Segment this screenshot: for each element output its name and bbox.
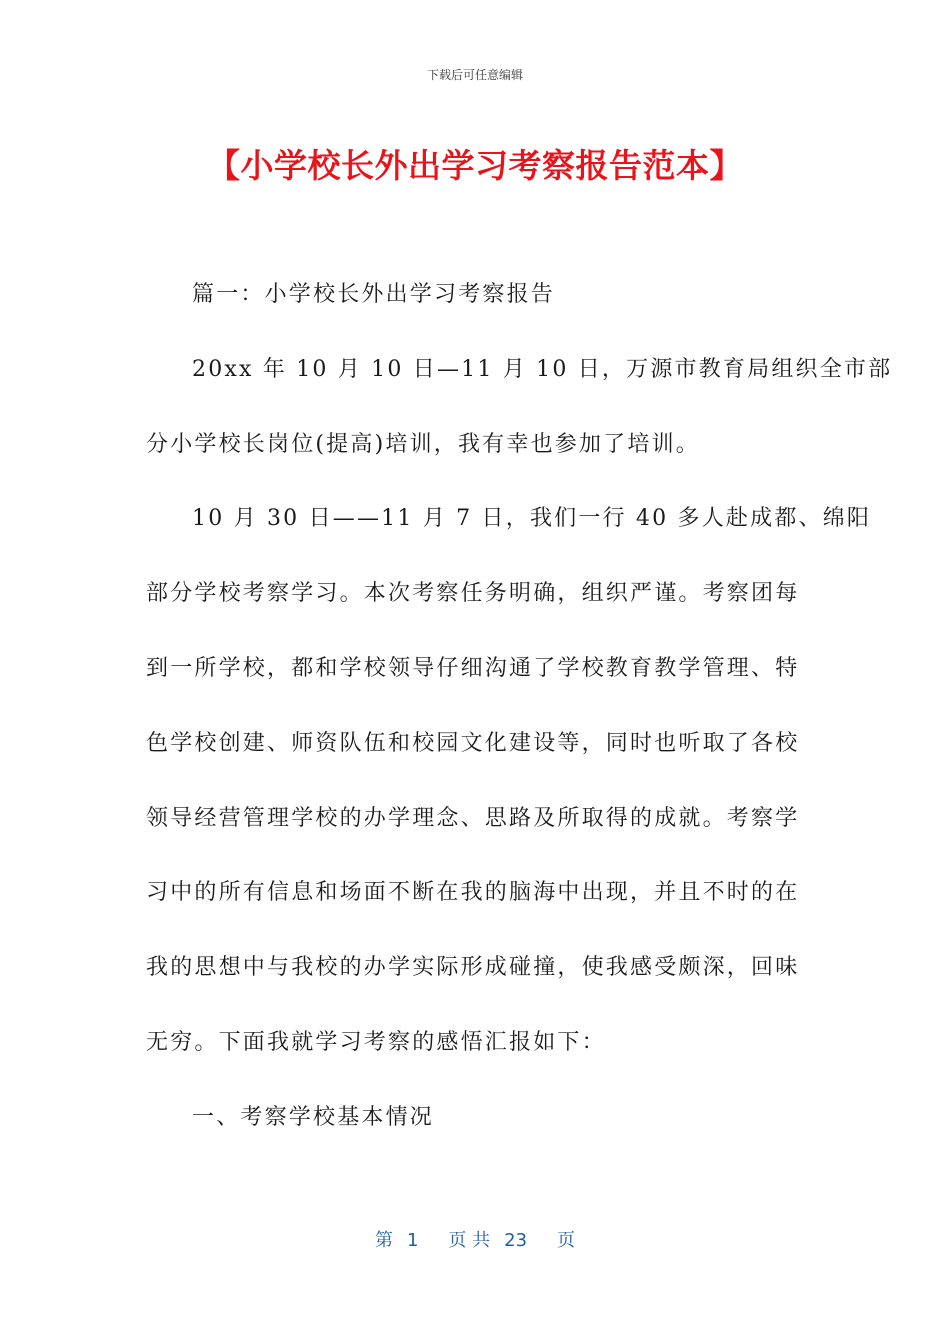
header-note: 下载后可任意编辑	[426, 68, 523, 82]
current-page-number: 1	[406, 1230, 419, 1251]
body-line: 到一所学校，都和学校领导仔细沟通了学校教育教学管理、特	[146, 655, 800, 681]
document-title: 【小学校长外出学习考察报告范本】	[207, 146, 743, 185]
footer-prefix: 第	[374, 1230, 393, 1251]
body-line: 我的思想中与我校的办学实际形成碰撞，使我感受颇深，回味	[146, 955, 800, 981]
body-line: 色学校创建、师资队伍和校园文化建设等，同时也听取了各校	[146, 730, 800, 756]
body-line: 部分学校考察学习。本次考察任务明确，组织严谨。考察团每	[146, 581, 800, 607]
body-line: 10 月 30 日——11 月 7 日，我们一行 40 多人赴成都、绵阳	[192, 506, 872, 532]
section-heading: 一、考察学校基本情况	[192, 1104, 435, 1130]
body-line: 分小学校长岗位(提高)培训，我有幸也参加了培训。	[146, 431, 700, 457]
footer-suffix: 页	[557, 1230, 576, 1251]
total-pages-number: 23	[504, 1230, 528, 1251]
body-line: 领导经营管理学校的办学理念、思路及所取得的成就。考察学	[146, 805, 800, 831]
footer-middle: 页 共	[448, 1230, 491, 1251]
body-line: 篇一：小学校长外出学习考察报告	[192, 282, 556, 307]
body-line: 无穷。下面我就学习考察的感悟汇报如下：	[146, 1029, 606, 1055]
document-body	[146, 270, 893, 1168]
body-line: 20xx 年 10 月 10 日—11 月 10 日，万源市教育局组织全市部	[192, 356, 893, 382]
page-footer	[0, 1226, 950, 1252]
body-line: 习中的所有信息和场面不断在我的脑海中出现，并且不时的在	[146, 880, 800, 906]
